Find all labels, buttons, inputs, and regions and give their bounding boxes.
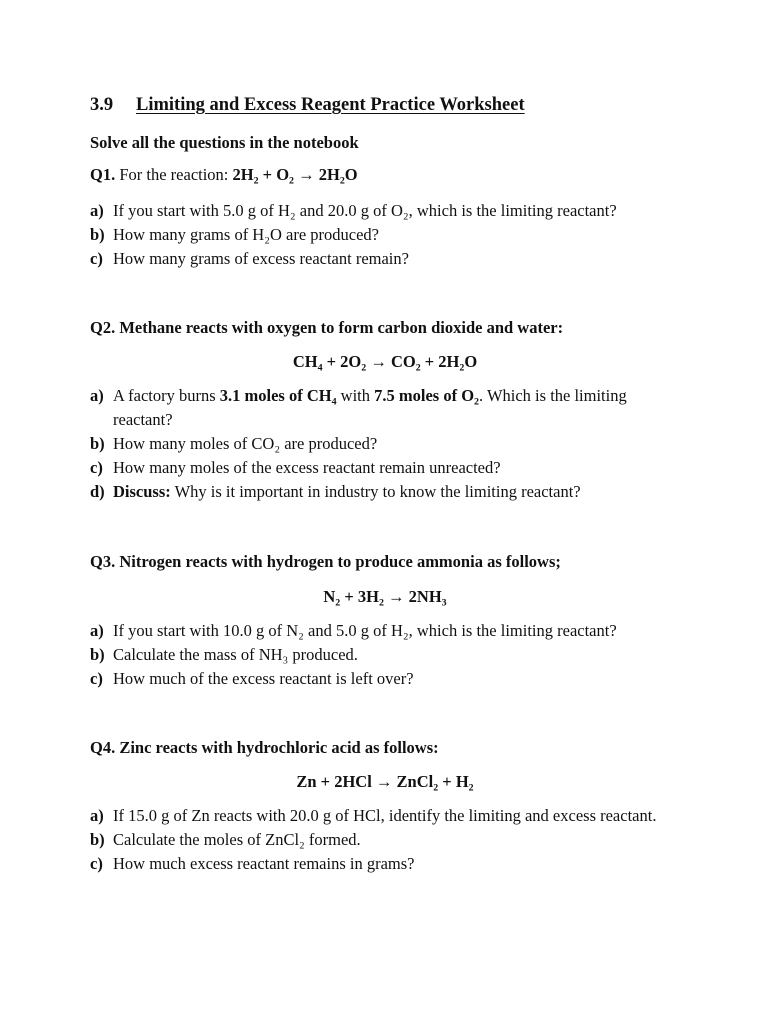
- question-3-part-c: c) How much of the excess reactant is left over?: [90, 669, 414, 688]
- question-1-parts: [90, 199, 680, 271]
- question-2-part-b: b) How many moles of CO₂ are produced?: [90, 434, 378, 453]
- question-1-part-a: a) If you start with 5.0 g of H₂ and 20.0 g of O₂, which is the limiting reactant?: [90, 201, 617, 220]
- question-4-part-c: c) How much excess reactant remains in grams?: [90, 854, 415, 873]
- question-2-part-a: a) A factory burns 3.1 moles of CH₄ with 7.5 moles of O₂. Which is the limiting reactant?: [90, 386, 627, 429]
- question-4-part-b: b) Calculate the moles of ZnCl₂ formed.: [90, 830, 361, 849]
- question-1: [90, 163, 680, 271]
- question-2-part-c: c) How many moles of the excess reactant remain unreacted?: [90, 458, 501, 477]
- question-4-heading: Q4. Zinc reacts with hydrochloric acid as follows:: [90, 738, 439, 757]
- section-number: 3.9: [90, 95, 114, 115]
- question-2-heading: Q2. Methane reacts with oxygen to form carbon dioxide and water:: [90, 318, 564, 337]
- question-3-part-b: b) Calculate the mass of NH₃ produced.: [90, 645, 358, 664]
- question-3-equation: N₂ + 3H₂ → 2NH₃: [323, 587, 447, 606]
- question-4-parts: [90, 804, 680, 876]
- question-4: [90, 736, 680, 876]
- question-1-part-c: c) How many grams of excess reactant remain?: [90, 249, 409, 268]
- question-3-parts: [90, 619, 680, 691]
- question-3-part-a: a) If you start with 10.0 g of N₂ and 5.0 g of H₂, which is the limiting reactant?: [90, 621, 617, 640]
- question-2-part-d: d) Discuss: Why is it important in industry to know the limiting reactant?: [90, 482, 581, 501]
- instruction-text: Solve all the questions in the notebook: [90, 133, 359, 152]
- question-2-parts: [90, 384, 680, 504]
- question-2: [90, 316, 680, 504]
- question-1-equation: 2H₂ + O₂ → 2H₂O: [232, 165, 358, 184]
- question-3: [90, 550, 680, 691]
- title-text: Limiting and Excess Reagent Practice Worksheet: [136, 95, 525, 115]
- worksheet-title: [90, 95, 525, 116]
- question-2-equation: CH₄ + 2O₂ → CO₂ + 2H₂O: [292, 352, 478, 371]
- question-4-equation: Zn + 2HCl → ZnCl₂ + H₂: [296, 772, 474, 791]
- question-4-part-a: a) If 15.0 g of Zn reacts with 20.0 g of HCl, identify the limiting and excess reactant.: [90, 806, 657, 825]
- question-1-heading: Q1. For the reaction: 2H₂ + O₂ → 2H₂O: [90, 165, 358, 184]
- question-1-part-b: b) How many grams of H₂O are produced?: [90, 225, 379, 244]
- question-3-heading: Q3. Nitrogen reacts with hydrogen to produce ammonia as follows;: [90, 552, 561, 571]
